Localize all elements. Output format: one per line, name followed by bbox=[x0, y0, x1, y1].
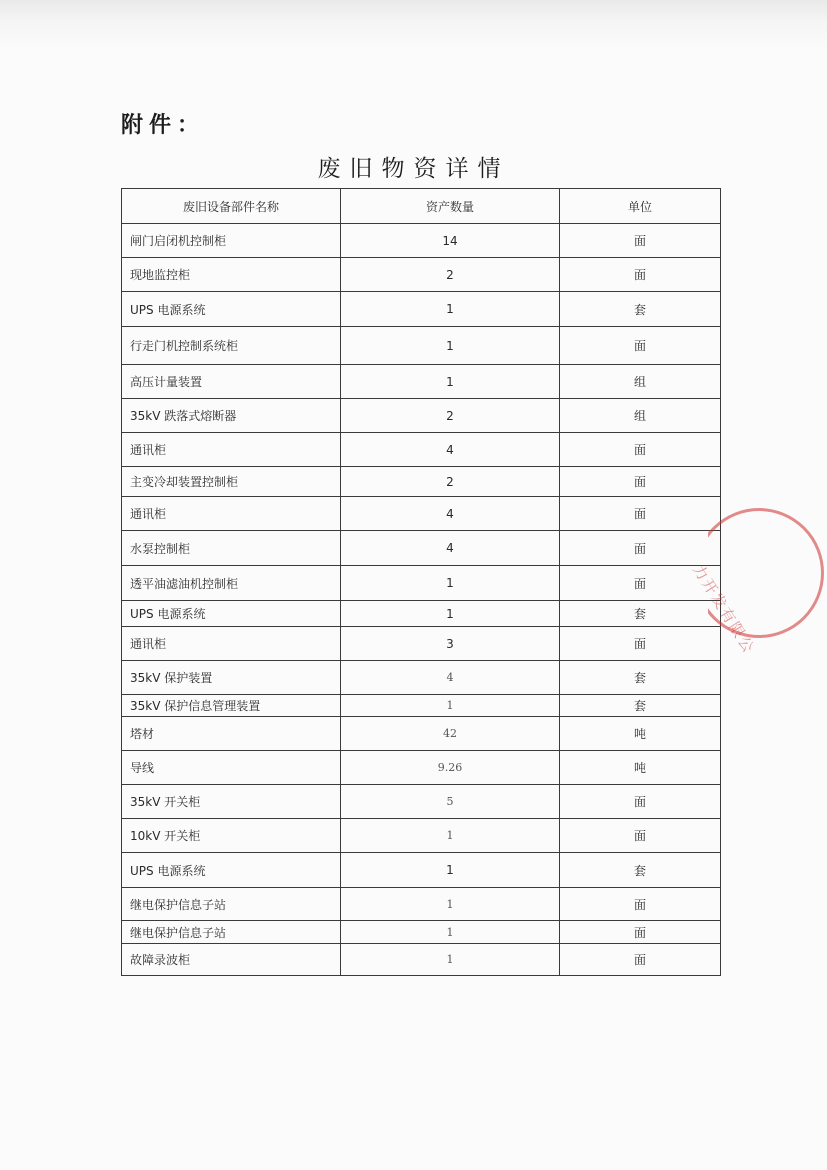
cell-name: 通讯柜 bbox=[122, 497, 341, 531]
cell-quantity: 1 bbox=[341, 365, 560, 399]
cell-unit: 面 bbox=[560, 327, 721, 365]
cell-quantity: 3 bbox=[341, 627, 560, 661]
cell-name: 水泵控制柜 bbox=[122, 531, 341, 566]
cell-quantity: 1 bbox=[341, 601, 560, 627]
cell-quantity: 9.26 bbox=[341, 751, 560, 785]
cell-unit: 面 bbox=[560, 921, 721, 944]
cell-name: 高压计量装置 bbox=[122, 365, 341, 399]
cell-name: 主变冷却装置控制柜 bbox=[122, 467, 341, 497]
cell-quantity: 2 bbox=[341, 258, 560, 292]
table-row bbox=[122, 327, 721, 365]
table-row bbox=[122, 888, 721, 921]
cell-quantity: 5 bbox=[341, 785, 560, 819]
cell-unit: 套 bbox=[560, 661, 721, 695]
cell-name: 行走门机控制系统柜 bbox=[122, 327, 341, 365]
cell-name: 闸门启闭机控制柜 bbox=[122, 224, 341, 258]
scan-shadow bbox=[0, 0, 827, 48]
cell-unit: 面 bbox=[560, 819, 721, 853]
attachment-label: 附件： bbox=[121, 112, 206, 138]
cell-unit: 面 bbox=[560, 888, 721, 921]
table-row bbox=[122, 751, 721, 785]
cell-quantity: 1 bbox=[341, 888, 560, 921]
cell-quantity: 1 bbox=[341, 327, 560, 365]
cell-name: UPS 电源系统 bbox=[122, 853, 341, 888]
cell-name: 现地监控柜 bbox=[122, 258, 341, 292]
cell-unit: 套 bbox=[560, 601, 721, 627]
cell-quantity: 14 bbox=[341, 224, 560, 258]
table-row bbox=[122, 819, 721, 853]
cell-quantity: 4 bbox=[341, 531, 560, 566]
cell-quantity: 1 bbox=[341, 944, 560, 976]
cell-unit: 面 bbox=[560, 258, 721, 292]
table-row bbox=[122, 785, 721, 819]
cell-quantity: 1 bbox=[341, 292, 560, 327]
cell-name: 10kV 开关柜 bbox=[122, 819, 341, 853]
cell-name: 35kV 保护信息管理装置 bbox=[122, 695, 341, 717]
cell-unit: 面 bbox=[560, 785, 721, 819]
column-header-unit: 单位 bbox=[560, 189, 721, 224]
cell-quantity: 1 bbox=[341, 819, 560, 853]
table-header-row bbox=[122, 189, 721, 224]
table-row bbox=[122, 695, 721, 717]
cell-unit: 组 bbox=[560, 399, 721, 433]
table-row bbox=[122, 433, 721, 467]
cell-name: 35kV 开关柜 bbox=[122, 785, 341, 819]
cell-unit: 面 bbox=[560, 224, 721, 258]
cell-unit: 面 bbox=[560, 566, 721, 601]
column-header-name: 废旧设备部件名称 bbox=[122, 189, 341, 224]
cell-unit: 套 bbox=[560, 292, 721, 327]
column-header-quantity: 资产数量 bbox=[341, 189, 560, 224]
cell-name: 故障录波柜 bbox=[122, 944, 341, 976]
cell-unit: 面 bbox=[560, 627, 721, 661]
cell-name: 继电保护信息子站 bbox=[122, 921, 341, 944]
cell-quantity: 42 bbox=[341, 717, 560, 751]
seal-text: 力开发有限公 bbox=[689, 561, 759, 658]
table-row bbox=[122, 497, 721, 531]
table-row bbox=[122, 292, 721, 327]
table-row bbox=[122, 717, 721, 751]
table-row bbox=[122, 944, 721, 976]
cell-name: 35kV 保护装置 bbox=[122, 661, 341, 695]
cell-quantity: 4 bbox=[341, 433, 560, 467]
cell-quantity: 1 bbox=[341, 695, 560, 717]
table-row bbox=[122, 853, 721, 888]
cell-name: 通讯柜 bbox=[122, 627, 341, 661]
cell-unit: 组 bbox=[560, 365, 721, 399]
cell-unit: 面 bbox=[560, 497, 721, 531]
cell-quantity: 2 bbox=[341, 467, 560, 497]
cell-unit: 套 bbox=[560, 695, 721, 717]
cell-quantity: 4 bbox=[341, 661, 560, 695]
cell-unit: 套 bbox=[560, 853, 721, 888]
cell-unit: 面 bbox=[560, 467, 721, 497]
table-row bbox=[122, 224, 721, 258]
table-row bbox=[122, 601, 721, 627]
cell-name: 35kV 跌落式熔断器 bbox=[122, 399, 341, 433]
cell-unit: 面 bbox=[560, 944, 721, 976]
table-row bbox=[122, 566, 721, 601]
cell-quantity: 1 bbox=[341, 566, 560, 601]
cell-unit: 面 bbox=[560, 531, 721, 566]
cell-name: UPS 电源系统 bbox=[122, 292, 341, 327]
cell-quantity: 4 bbox=[341, 497, 560, 531]
table-row bbox=[122, 531, 721, 566]
cell-quantity: 2 bbox=[341, 399, 560, 433]
table-row bbox=[122, 399, 721, 433]
cell-name: 透平油滤油机控制柜 bbox=[122, 566, 341, 601]
cell-name: 通讯柜 bbox=[122, 433, 341, 467]
cell-unit: 面 bbox=[560, 433, 721, 467]
table-row bbox=[122, 921, 721, 944]
table-row bbox=[122, 661, 721, 695]
cell-name: UPS 电源系统 bbox=[122, 601, 341, 627]
cell-quantity: 1 bbox=[341, 921, 560, 944]
document-title: 废旧物资详情 bbox=[317, 156, 510, 182]
cell-name: 导线 bbox=[122, 751, 341, 785]
table-row bbox=[122, 365, 721, 399]
cell-quantity: 1 bbox=[341, 853, 560, 888]
cell-unit: 吨 bbox=[560, 717, 721, 751]
cell-name: 塔材 bbox=[122, 717, 341, 751]
cell-unit: 吨 bbox=[560, 751, 721, 785]
table-row bbox=[122, 258, 721, 292]
table-row bbox=[122, 627, 721, 661]
asset-table bbox=[121, 188, 721, 976]
table-row bbox=[122, 467, 721, 497]
cell-name: 继电保护信息子站 bbox=[122, 888, 341, 921]
